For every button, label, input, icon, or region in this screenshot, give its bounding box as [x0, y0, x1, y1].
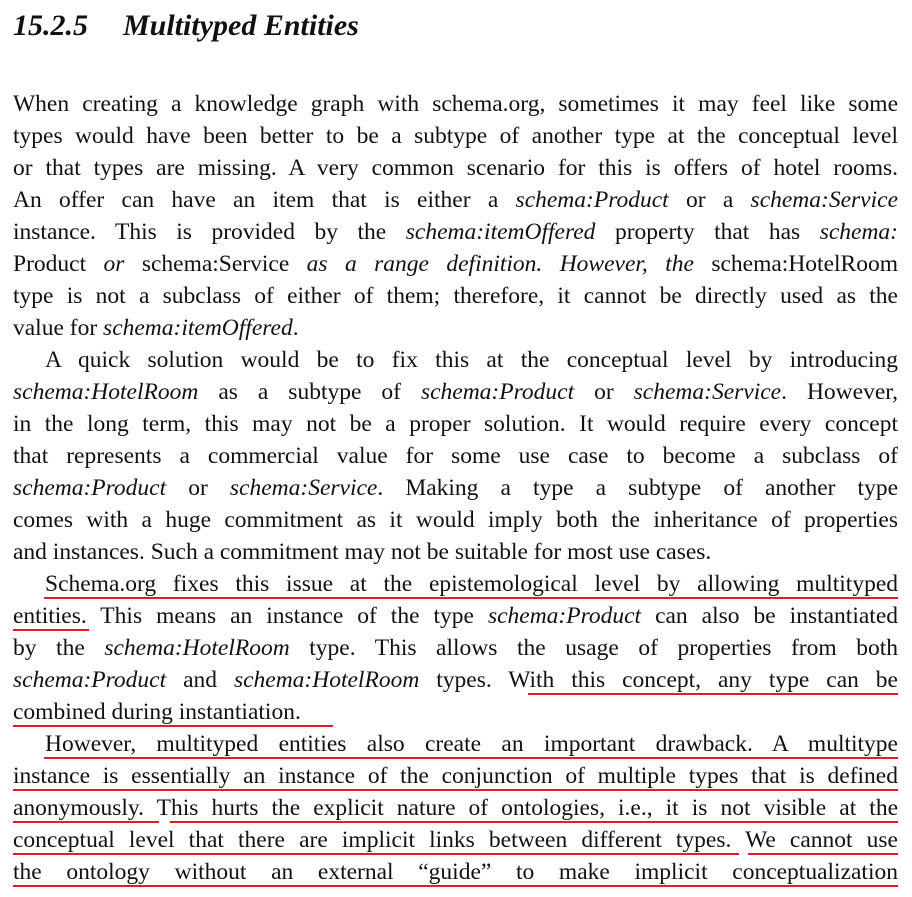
highlight-underline — [13, 789, 898, 791]
body-line: by the schema:HotelRoom type. This allows the usage of properties from both — [13, 635, 898, 661]
body-line: instance is essentially an instance of the conjunction of multiple types that is defined — [13, 763, 898, 789]
body-line: schema:Product and schema:HotelRoom types. With this concept, any type can be — [13, 667, 898, 693]
body-line: conceptual level that there are implicit links between different types. We cannot use — [13, 827, 898, 853]
section-title: Multityped Entities — [123, 9, 359, 42]
body-line: However, multityped entities also create an important drawback. A multitype — [45, 731, 898, 757]
body-line: and instances. Such a commitment may not be suitable for most use cases. — [13, 539, 712, 565]
body-line: comes with a huge commitment as it would imply both the inheritance of properties — [13, 507, 898, 533]
body-line: value for schema:itemOffered. — [13, 315, 299, 341]
body-line: instance. This is provided by the schema:itemOffered property that has schema: — [13, 219, 898, 245]
highlight-underline — [13, 629, 89, 631]
body-line: that represents a commercial value for some use case to become a subclass of — [13, 443, 898, 469]
highlight-underline — [13, 853, 739, 855]
body-line: in the long term, this may not be a proper solution. It would require every concept — [13, 411, 898, 437]
section-number: 15.2.5 — [13, 9, 88, 42]
body-line: A quick solution would be to fix this at the conceptual level by introducing — [45, 347, 898, 373]
body-line: When creating a knowledge graph with schema.org, sometimes it may feel like some — [13, 91, 898, 117]
highlight-underline — [44, 757, 898, 759]
highlight-underline — [13, 821, 159, 823]
highlight-underline — [13, 725, 333, 727]
body-line: types would have been better to be a subtype of another type at the conceptual level — [13, 123, 898, 149]
body-line: or that types are missing. A very common scenario for this is offers of hotel rooms. — [13, 155, 898, 181]
body-line: schema:Product or schema:Service. Making a type a subtype of another type — [13, 475, 899, 501]
highlight-underline — [528, 693, 898, 695]
body-line: schema:HotelRoom as a subtype of schema:Product or schema:Service. However, — [13, 379, 899, 405]
body-line: the ontology without an external “guide” to make implicit conceptualization — [13, 859, 898, 885]
body-line: anonymously. This hurts the explicit nature of ontologies, i.e., it is not visible at the — [13, 795, 898, 821]
highlight-underline — [44, 597, 898, 599]
section-heading — [13, 8, 359, 44]
highlight-underline — [170, 821, 898, 823]
body-line: entities. This means an instance of the type schema:Product can also be instantiated — [13, 603, 898, 629]
highlight-underline — [748, 853, 898, 855]
body-line: type is not a subclass of either of them; therefore, it cannot be directly used as the — [13, 283, 898, 309]
body-line: Schema.org fixes this issue at the epistemological level by allowing multityped — [45, 571, 898, 597]
body-line: Product or schema:Service as a range definition. However, the schema:HotelRoom — [13, 251, 898, 277]
highlight-underline — [13, 885, 898, 887]
body-line: An offer can have an item that is either a schema:Product or a schema:Service — [13, 187, 898, 213]
body-line: combined during instantiation. — [13, 699, 301, 725]
